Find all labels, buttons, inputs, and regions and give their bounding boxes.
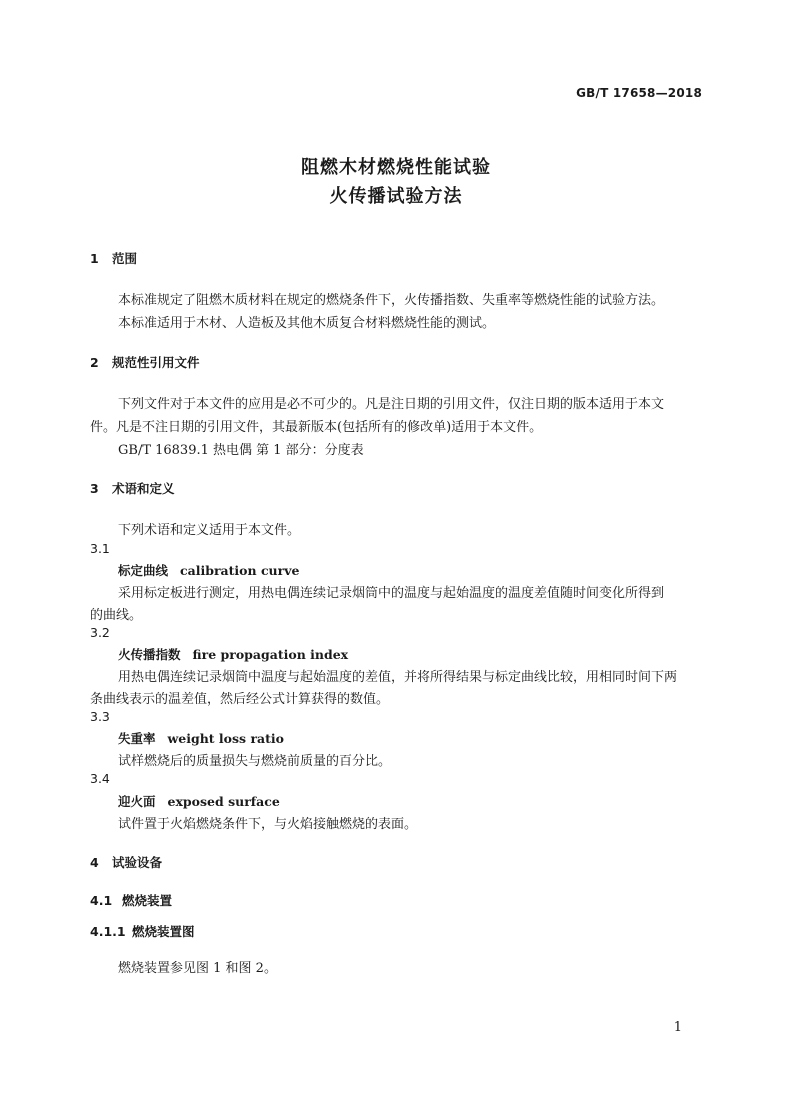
section-3-intro: 下列术语和定义适用于本文件。 bbox=[118, 523, 301, 538]
term-english: fire propagation index bbox=[192, 647, 349, 662]
document-title-line1: 阻燃木材燃烧性能试验 bbox=[301, 157, 491, 178]
section-4-title: 试验设备 bbox=[112, 855, 163, 870]
section-4-1-heading bbox=[90, 891, 172, 909]
term-definition-line2: 条曲线表示的温差值，然后经公式计算获得的数值。 bbox=[90, 692, 390, 707]
section-1-title: 范围 bbox=[112, 251, 138, 266]
section-4-1-number: 4.1 bbox=[90, 893, 113, 908]
term-number: 3.2 bbox=[90, 625, 110, 640]
section-4-1-1-title: 燃烧装置图 bbox=[132, 924, 195, 939]
section-3-number: 3 bbox=[90, 481, 99, 496]
term-number: 3.3 bbox=[90, 709, 110, 724]
section-4-paragraph: 燃烧装置参见图 1 和图 2。 bbox=[118, 961, 277, 976]
term-number: 3.4 bbox=[90, 771, 110, 786]
section-4-1-title: 燃烧装置 bbox=[122, 893, 173, 908]
term-english: exposed surface bbox=[167, 794, 280, 809]
term-definition-line1: 试样燃烧后的质量损失与燃烧前质量的百分比。 bbox=[118, 754, 392, 769]
normative-reference: GB/T 16839.1 热电偶 第 1 部分：分度表 bbox=[118, 443, 364, 458]
term-english: weight loss ratio bbox=[167, 731, 284, 746]
term-chinese: 迎火面 bbox=[118, 794, 156, 809]
document-title-line2: 火传播试验方法 bbox=[329, 186, 463, 207]
term-definition-line2: 的曲线。 bbox=[90, 608, 143, 623]
term-english: calibration curve bbox=[180, 563, 300, 578]
section-2-heading bbox=[90, 353, 200, 371]
term-chinese: 标定曲线 bbox=[118, 563, 169, 578]
standard-code: GB/T 17658—2018 bbox=[576, 86, 702, 100]
section-4-1-1-number: 4.1.1 bbox=[90, 924, 126, 939]
section-4-1-1-heading bbox=[90, 922, 195, 940]
section-2-title: 规范性引用文件 bbox=[112, 355, 200, 370]
section-4-heading bbox=[90, 853, 162, 871]
section-2-number: 2 bbox=[90, 355, 99, 370]
section-1-number: 1 bbox=[90, 251, 99, 266]
page-number: 1 bbox=[673, 1020, 682, 1035]
section-3-heading bbox=[90, 479, 175, 497]
term-heading bbox=[118, 561, 299, 579]
term-definition-line1: 采用标定板进行测定，用热电偶连续记录烟筒中的温度与起始温度的温度差值随时间变化所得到 bbox=[118, 586, 665, 601]
section-3-title: 术语和定义 bbox=[112, 481, 175, 496]
term-heading bbox=[118, 792, 280, 810]
term-heading bbox=[118, 645, 348, 663]
section-2-paragraph-line2: 件。凡是不注日期的引用文件，其最新版本(包括所有的修改单)适用于本文件。 bbox=[90, 420, 543, 435]
term-definition-line1: 用热电偶连续记录烟筒中温度与起始温度的差值，并将所得结果与标定曲线比较，用相同时间下两 bbox=[118, 670, 678, 685]
section-4-number: 4 bbox=[90, 855, 99, 870]
section-1-heading bbox=[90, 249, 137, 267]
term-chinese: 火传播指数 bbox=[118, 647, 181, 662]
term-definition-line1: 试件置于火焰燃烧条件下，与火焰接触燃烧的表面。 bbox=[118, 817, 418, 832]
section-1-paragraph-2: 本标准适用于木材、人造板及其他木质复合材料燃烧性能的测试。 bbox=[118, 316, 496, 331]
term-chinese: 失重率 bbox=[118, 731, 156, 746]
term-heading bbox=[118, 729, 284, 747]
section-1-paragraph-1: 本标准规定了阻燃木质材料在规定的燃烧条件下，火传播指数、失重率等燃烧性能的试验方法。 bbox=[118, 293, 665, 308]
section-2-paragraph-line1: 下列文件对于本文件的应用是必不可少的。凡是注日期的引用文件，仅注日期的版本适用于本文 bbox=[118, 397, 665, 412]
term-number: 3.1 bbox=[90, 541, 110, 556]
